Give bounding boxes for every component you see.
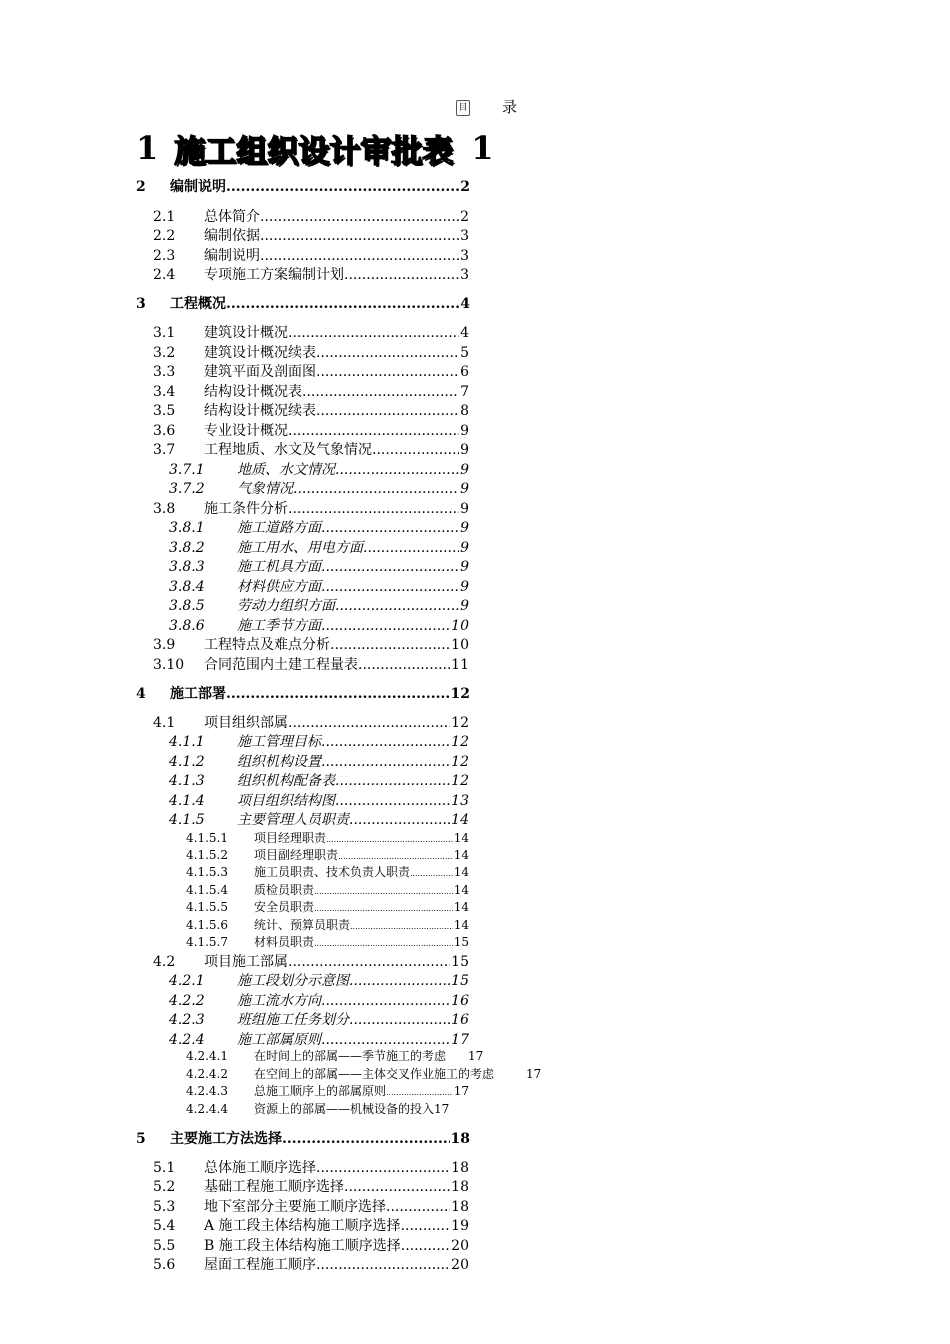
toc-entry-4-2-4-1[interactable]	[186, 1047, 483, 1064]
toc-label: 编制依据 .....	[204, 225, 459, 245]
toc-page: 14	[453, 865, 469, 879]
toc-page: 3	[460, 248, 469, 264]
toc-page: 16	[451, 1012, 469, 1028]
toc-label: 质检员职责 .....	[254, 881, 453, 898]
toc-label: 总施工顺序上的部属原则 .....	[254, 1082, 453, 1099]
toc-number: 3	[136, 296, 146, 312]
toc-label: 地质、水文情况 .....	[237, 459, 459, 479]
toc-number: 4.1.5.1	[186, 831, 228, 845]
toc-page: 15	[453, 935, 469, 949]
toc-label: 基础工程施工顺序选择 .....	[204, 1176, 450, 1196]
toc-page: 17	[434, 1102, 450, 1116]
toc-label: 组织机构配备表 .....	[237, 770, 450, 790]
toc-page: 4	[460, 325, 469, 341]
toc-number: 5.2	[153, 1179, 176, 1195]
toc-number: 3.7.2	[169, 481, 205, 497]
toc-page: 9	[460, 442, 469, 458]
toc-page: 9	[460, 462, 469, 478]
toc-label: 组织机构设置 .....	[237, 751, 450, 771]
toc-label: 施工道路方面 .....	[237, 517, 459, 537]
toc-entry-4-2-2[interactable]	[169, 990, 469, 1010]
toc-number: 4.1.5.6	[186, 918, 228, 932]
toc-entry-3-7[interactable]	[153, 439, 469, 459]
toc-entry-3-9[interactable]	[153, 634, 469, 654]
toc-entry-4-2-1[interactable]	[169, 970, 469, 990]
toc-label: 主要管理人员职责 .....	[237, 809, 450, 829]
toc-label: 建筑设计概况续表 .....	[204, 342, 459, 362]
toc-label: 工程地质、水文及气象情况 .....	[204, 439, 459, 459]
toc-entry-5-6[interactable]	[153, 1254, 469, 1274]
toc-number: 4.1.5	[169, 812, 205, 828]
toc-number: 5.3	[153, 1199, 176, 1215]
toc-page: 6	[460, 364, 469, 380]
heading-1-text: 施工组织设计审批表	[174, 133, 454, 170]
toc-label: 结构设计概况续表 .....	[204, 400, 459, 420]
toc-entry-4-1-1[interactable]	[169, 731, 469, 751]
toc-label: 建筑平面及剖面图 .....	[204, 361, 459, 381]
toc-entry-4-1-5[interactable]	[169, 809, 469, 829]
toc-page: 9	[460, 559, 469, 575]
toc-number: 3.4	[153, 384, 176, 400]
heading-1[interactable]	[136, 128, 494, 168]
toc-page: 12	[451, 754, 469, 770]
toc-page: 20	[451, 1257, 469, 1273]
toc-label: B 施工段主体结构施工顺序选择 .....	[204, 1235, 450, 1255]
toc-title-char-2: 录	[502, 98, 518, 116]
toc-page: 9	[460, 501, 469, 517]
toc-entry-4-1-5-5[interactable]	[186, 898, 469, 915]
toc-number: 3.3	[153, 364, 176, 380]
toc-page: 11	[451, 657, 469, 673]
toc-number: 3.8	[153, 501, 176, 517]
toc-number: 4.2.4	[169, 1032, 205, 1048]
toc-label: 地下室部分主要施工顺序选择 .....	[204, 1196, 450, 1216]
toc-page: 5	[460, 345, 469, 361]
toc-number: 4.2.4.3	[186, 1084, 228, 1098]
toc-page: 12	[451, 715, 469, 731]
toc-entry-3-8-3[interactable]	[169, 556, 469, 576]
toc-entry-4[interactable]	[136, 683, 470, 703]
toc-entry-3-8-4[interactable]	[169, 576, 469, 596]
toc-page: 9	[460, 520, 469, 536]
toc-number: 5.5	[153, 1238, 176, 1254]
toc-title	[456, 96, 517, 117]
toc-entry-3-1[interactable]	[153, 322, 469, 342]
toc-label: 建筑设计概况 .....	[204, 322, 459, 342]
toc-page: 9	[460, 540, 469, 556]
toc-page: 18	[451, 1199, 469, 1215]
toc-number: 5.6	[153, 1257, 176, 1273]
toc-page: 17	[451, 1032, 469, 1048]
toc-label: 施工段划分示意图 .....	[237, 970, 450, 990]
toc-number: 2.3	[153, 248, 176, 264]
toc-label: 施工条件分析 .....	[204, 498, 459, 518]
toc-page: 7	[460, 384, 469, 400]
toc-entry-2[interactable]	[136, 176, 470, 196]
toc-number: 4.1	[153, 715, 176, 731]
toc-number: 4.2.3	[169, 1012, 205, 1028]
toc-page: 14	[453, 900, 469, 914]
toc-entry-4-2-4-2[interactable]	[186, 1065, 541, 1082]
toc-number: 3.7	[153, 442, 176, 458]
toc-number: 4.1.3	[169, 773, 205, 789]
toc-page: 15	[451, 973, 469, 989]
toc-number: 3.8.6	[169, 618, 205, 634]
toc-label: A 施工段主体结构施工顺序选择 .....	[204, 1215, 450, 1235]
toc-page: 2	[460, 179, 470, 195]
toc-entry-5-5[interactable]	[153, 1235, 469, 1255]
toc-entry-3-3[interactable]	[153, 361, 469, 381]
toc-page: 10	[451, 618, 469, 634]
toc-number: 4.1.5.2	[186, 848, 228, 862]
toc-entry-4-2-4-3[interactable]	[186, 1082, 469, 1099]
toc-number: 3.8.5	[169, 598, 205, 614]
toc-entry-4-1-5-4[interactable]	[186, 881, 469, 898]
toc-entry-2-1[interactable]	[153, 206, 469, 226]
toc-entry-5-1[interactable]	[153, 1157, 469, 1177]
toc-label: 结构设计概况表 .....	[204, 381, 459, 401]
toc-label: 主要施工方法选择 .....	[170, 1128, 450, 1148]
toc-number: 4.2	[153, 954, 176, 970]
toc-entry-4-1-5-6[interactable]	[186, 916, 469, 933]
toc-page: 9	[460, 423, 469, 439]
toc-entry-4-1-5-7[interactable]	[186, 933, 469, 950]
toc-page: 9	[460, 481, 469, 497]
toc-number: 4.1.5.4	[186, 883, 228, 897]
heading-1-page: 1	[471, 129, 494, 167]
toc-number: 3.9	[153, 637, 176, 653]
toc-label: 编制说明 .....	[170, 176, 459, 196]
toc-label: 班组施工任务划分 .....	[237, 1009, 450, 1029]
toc-entry-5[interactable]	[136, 1128, 470, 1148]
toc-entry-4-1[interactable]	[153, 712, 469, 732]
toc-number: 4.1.4	[169, 793, 205, 809]
toc-page: 9	[460, 598, 469, 614]
toc-entry-4-2-3[interactable]	[169, 1009, 469, 1029]
toc-number: 3.8.3	[169, 559, 205, 575]
toc-label: 项目经理职责 .....	[254, 829, 453, 846]
toc-label: 材料供应方面 .....	[237, 576, 459, 596]
toc-number: 4.1.5.5	[186, 900, 228, 914]
toc-label: 资源上的部属——机械设备的投入	[254, 1102, 435, 1116]
toc-label: 项目副经理职责 .....	[254, 846, 453, 863]
toc-label: 项目组织部属 .....	[204, 712, 450, 732]
toc-page: 15	[451, 954, 469, 970]
heading-1-number: 1	[136, 129, 159, 167]
toc-page: 14	[453, 848, 469, 862]
toc-number: 4.1.5.3	[186, 865, 228, 879]
toc-number: 5.4	[153, 1218, 176, 1234]
toc-entry-4-1-2[interactable]	[169, 751, 469, 771]
toc-number: 2	[136, 179, 146, 195]
toc-entry-3-7-1[interactable]	[169, 459, 469, 479]
toc-page: 18	[451, 1160, 469, 1176]
toc-number: 3.6	[153, 423, 176, 439]
toc-entry-3-8-6[interactable]	[169, 615, 469, 635]
toc-page: 12	[451, 773, 469, 789]
toc-number: 3.7.1	[169, 462, 205, 478]
toc-label: 施工用水、用电方面 .....	[237, 537, 459, 557]
toc-page: 4	[460, 296, 470, 312]
toc-label: 项目组织结构图 .....	[237, 790, 450, 810]
toc-number: 4.2.2	[169, 993, 205, 1009]
toc-number: 4.2.1	[169, 973, 205, 989]
toc-number: 3.8.1	[169, 520, 205, 536]
toc-label: 劳动力组织方面 .....	[237, 595, 459, 615]
toc-entry-4-2-4[interactable]	[169, 1029, 469, 1049]
toc-label: 工程特点及难点分析 .....	[204, 634, 450, 654]
toc-page: 14	[453, 918, 469, 932]
toc-number: 4.1.1	[169, 734, 205, 750]
toc-page: 14	[453, 883, 469, 897]
toc-page: 10	[451, 637, 469, 653]
toc-number: 2.4	[153, 267, 176, 283]
toc-page: 9	[460, 579, 469, 595]
toc-number: 3.10	[153, 657, 185, 673]
toc-entry-4-2[interactable]	[153, 951, 469, 971]
toc-page: 17	[526, 1067, 542, 1081]
toc-page: 13	[451, 793, 469, 809]
toc-label: 总体施工顺序选择 .....	[204, 1157, 450, 1177]
toc-page: 16	[451, 993, 469, 1009]
toc-page: 3	[460, 228, 469, 244]
toc-entry-2-4[interactable]	[153, 264, 469, 284]
toc-label: 施工部属原则 .....	[237, 1029, 450, 1049]
toc-label: 安全员职责 .....	[254, 898, 453, 915]
toc-number: 4.2.4.2	[186, 1067, 228, 1081]
toc-page: 2	[460, 209, 469, 225]
toc-page: 3	[460, 267, 469, 283]
toc-label: 屋面工程施工顺序 .....	[204, 1254, 450, 1274]
toc-entry-2-2[interactable]	[153, 225, 469, 245]
toc-number: 4.1.5.7	[186, 935, 228, 949]
toc-number: 3.1	[153, 325, 176, 341]
toc-label: 施工部署 .....	[170, 683, 450, 703]
toc-entry-3-7-2[interactable]	[169, 478, 469, 498]
toc-page: 18	[451, 1179, 469, 1195]
toc-label: 专业设计概况 .....	[204, 420, 459, 440]
toc-entry-2-3[interactable]	[153, 245, 469, 265]
toc-label: 统计、预算员职责 .....	[254, 916, 453, 933]
toc-page: 12	[450, 686, 470, 702]
toc-label: 施工员职责、技术负责人职责 .....	[254, 863, 453, 880]
toc-label: 合同范围内土建工程量表 .....	[204, 654, 450, 674]
toc-label: 施工机具方面 .....	[237, 556, 459, 576]
toc-title-char-1: 目	[456, 100, 470, 116]
toc-label: 施工流水方向 .....	[237, 990, 450, 1010]
toc-entry-5-3[interactable]	[153, 1196, 469, 1216]
toc-number: 2.2	[153, 228, 176, 244]
toc-entry-4-1-4[interactable]	[169, 790, 469, 810]
toc-number: 3.5	[153, 403, 176, 419]
toc-label: 编制说明 .....	[204, 245, 459, 265]
toc-number: 5.1	[153, 1160, 176, 1176]
toc-label: 在时间上的部属——季节施工的考虑	[254, 1049, 447, 1063]
toc-number: 4.2.4.1	[186, 1049, 228, 1063]
toc-page: 17	[453, 1084, 469, 1098]
toc-entry-4-1-5-3[interactable]	[186, 863, 469, 880]
toc-page: 8	[460, 403, 469, 419]
toc-entry-5-2[interactable]	[153, 1176, 469, 1196]
toc-entry-3-8-1[interactable]	[169, 517, 469, 537]
toc-page: 20	[451, 1238, 469, 1254]
toc-entry-4-1-3[interactable]	[169, 770, 469, 790]
toc-entry-4-1-5-1[interactable]	[186, 829, 469, 846]
toc-page: 14	[453, 831, 469, 845]
toc-label: 施工季节方面 .....	[237, 615, 450, 635]
toc-entry-5-4[interactable]	[153, 1215, 469, 1235]
toc-label: 在空间上的部属——主体交叉作业施工的考虑	[254, 1067, 495, 1081]
toc-entry-3-8-5[interactable]	[169, 595, 469, 615]
toc-entry-3-5[interactable]	[153, 400, 469, 420]
toc-entry-3[interactable]	[136, 293, 470, 313]
toc-entry-3-8-2[interactable]	[169, 537, 469, 557]
toc-label: 材料员职责 .....	[254, 933, 453, 950]
toc-number: 4.2.4.4	[186, 1102, 228, 1116]
toc-page: 17	[468, 1049, 484, 1063]
toc-label: 总体简介 .....	[204, 206, 459, 226]
toc-entry-4-1-5-2[interactable]	[186, 846, 469, 863]
toc-entry-3-6[interactable]	[153, 420, 469, 440]
toc-page: 18	[450, 1131, 470, 1147]
toc-number: 3.8.4	[169, 579, 205, 595]
toc-label: 专项施工方案编制计划 .....	[204, 264, 459, 284]
toc-entry-3-2[interactable]	[153, 342, 469, 362]
toc-label: 项目施工部属 .....	[204, 951, 450, 971]
toc-number: 4.1.2	[169, 754, 205, 770]
toc-number: 4	[136, 686, 146, 702]
toc-entry-3-10[interactable]	[153, 654, 469, 674]
toc-entry-3-8[interactable]	[153, 498, 469, 518]
toc-number: 3.8.2	[169, 540, 205, 556]
toc-page: 14	[451, 812, 469, 828]
toc-number: 2.1	[153, 209, 176, 225]
toc-entry-3-4[interactable]	[153, 381, 469, 401]
toc-label: 工程概况 .....	[170, 293, 459, 313]
toc-label: 气象情况 .....	[237, 478, 459, 498]
toc-entry-4-2-4-4[interactable]	[186, 1100, 449, 1117]
toc-page: 19	[451, 1218, 469, 1234]
toc-number: 5	[136, 1131, 146, 1147]
toc-label: 施工管理目标 .....	[237, 731, 450, 751]
toc-page: 12	[451, 734, 469, 750]
toc-number: 3.2	[153, 345, 176, 361]
